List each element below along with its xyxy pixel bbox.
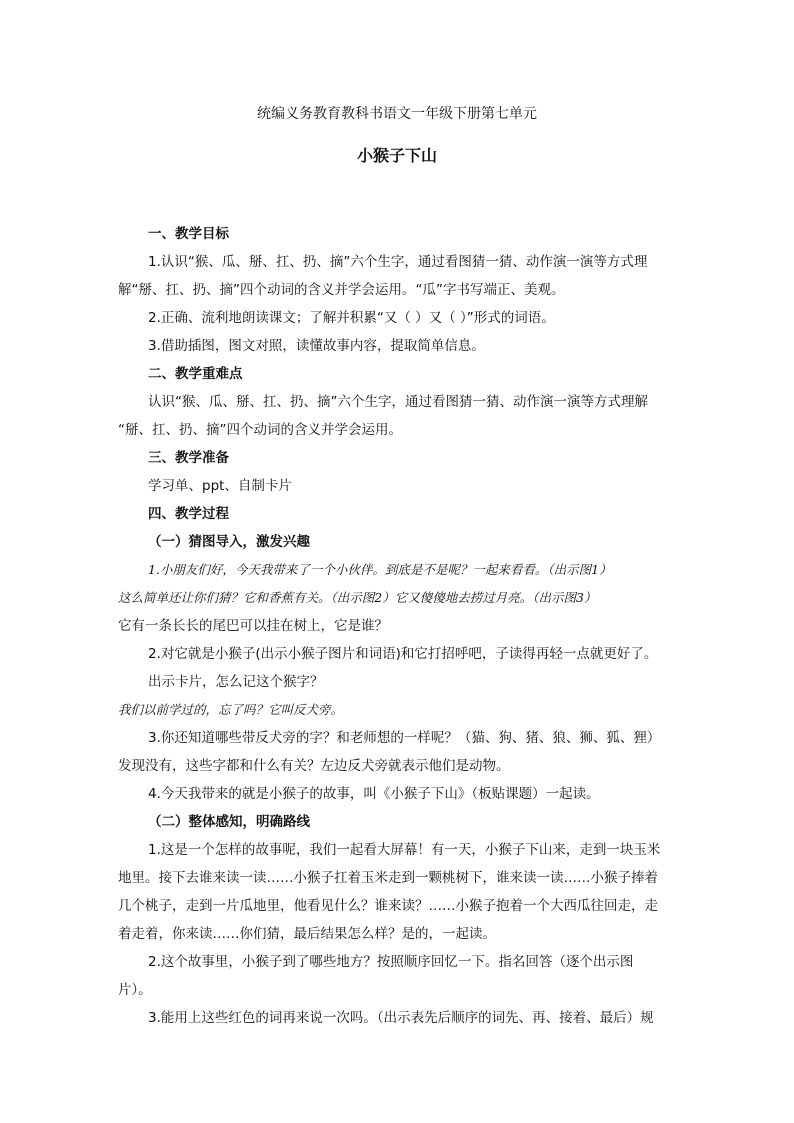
- document-title: 小猴子下山: [356, 146, 437, 165]
- paragraph-line: 几个桃子，走到一片瓜地里，他看见什么？谁来读？……小猴子抱着一个大西瓜往回走，走: [118, 898, 658, 914]
- paragraph-line: 1.这是一个怎样的故事呢，我们一起看大屏幕！有一天，小猴子下山来，走到一块玉米: [148, 842, 661, 858]
- paragraph-line: 3.你还知道哪些带反犬旁的字？和老师想的一样呢？（猫、狗、猪、狼、狮、狐、狸）: [148, 730, 661, 746]
- paragraph-line: 4.今天我带来的就是小猴子的故事，叫《小猴子下山》（板贴课题）一起读。: [148, 786, 600, 802]
- paragraph-line: “掰、扛、扔、摘”四个动词的含义并学会运用。: [118, 422, 402, 438]
- subsection-heading: （二）整体感知，明确路线: [148, 814, 310, 830]
- paragraph-line: 出示卡片，怎么记这个猴字？: [148, 674, 324, 690]
- paragraph-line: 1.认识“猴、瓜、掰、扛、扔、摘”六个生字，通过看图猜一猜、动作演一演等方式理: [148, 254, 648, 270]
- paragraph-line: 2.对它就是小猴子(出示小猴子图片和词语)和它打招呼吧，子读得再轻一点就更好了。: [148, 646, 658, 662]
- paragraph-line: 这么简单还让你们猜？它和香蕉有关。（出示图2）它又傻傻地去捞过月亮。（出示图3）: [118, 590, 597, 605]
- section-heading: 二、教学重难点: [148, 366, 243, 382]
- section-heading: 四、教学过程: [148, 506, 229, 522]
- document-subtitle: 统编义务教育教科书语文一年级下册第七单元: [257, 106, 537, 122]
- paragraph-line: 我们以前学过的，忘了吗？它叫反犬旁。: [118, 702, 344, 717]
- paragraph-line: 片）。: [118, 982, 152, 998]
- paragraph-line: 1.小朋友们好，今天我带来了一个小伙伴。到底是不是呢？一起来看看。（出示图1）: [148, 562, 612, 577]
- paragraph-line: 2.这个故事里，小猴子到了哪些地方？按照顺序回忆一下。指名回答（逐个出示图: [148, 954, 634, 970]
- paragraph-line: 着走着，你来读……你们猜，最后结果怎么样？是的，一起读。: [118, 926, 496, 942]
- paragraph-line: 认识“猴、瓜、掰、扛、扔、摘”六个生字，通过看图猜一猜、动作演一演等方式理解: [148, 394, 648, 410]
- paragraph-line: 3.能用上这些红色的词再来说一次吗。（出示表先后顺序的词先、再、接着、最后）规: [148, 1010, 654, 1026]
- paragraph-line: 3.借助插图，图文对照，读懂故事内容，提取简单信息。: [148, 338, 485, 354]
- paragraph-line: 解“掰、扛、扔、摘”四个动词的含义并学会运用。“瓜”字书写端正、美观。: [118, 282, 565, 298]
- paragraph-line: 学习单、ppt、自制卡片: [148, 478, 292, 494]
- paragraph-line: 发现没有，这些字都和什么有关？左边反犬旁就表示他们是动物。: [118, 758, 510, 774]
- paragraph-line: 它有一条长长的尾巴可以挂在树上，它是谁？: [118, 618, 388, 634]
- section-heading: 一、教学目标: [148, 226, 229, 242]
- subsection-heading: （一）猜图导入，激发兴趣: [148, 534, 310, 550]
- paragraph-line: 2.正确、流利地朗读课文；了解并积累“又（ ）又（ ）”形式的词语。: [148, 310, 555, 326]
- paragraph-line: 地里。接下去谁来读一读……小猴子扛着玉米走到一颗桃树下，谁来读一读……小猴子捧着: [118, 870, 658, 886]
- section-heading: 三、教学准备: [148, 450, 229, 466]
